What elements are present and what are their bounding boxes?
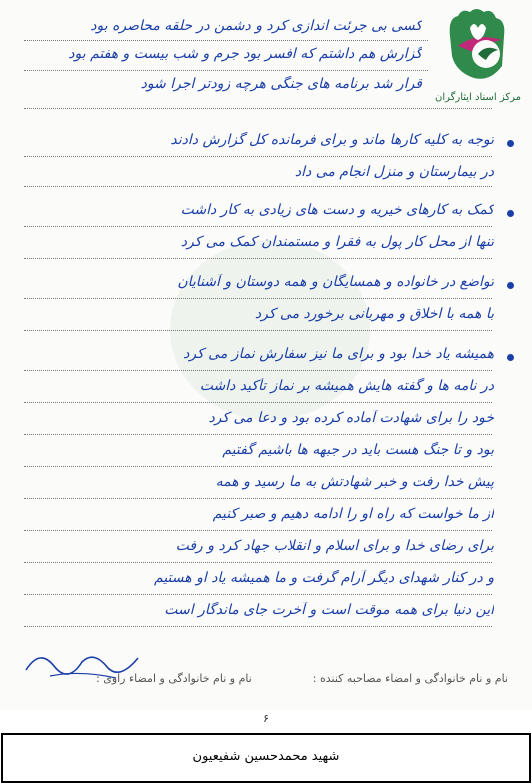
ruled-line [24, 626, 492, 627]
ruled-line [24, 258, 492, 259]
ruled-line [24, 40, 428, 41]
handwritten-line: از ما خواست که راه او را ادامه دهیم و صبر کنیم [212, 506, 494, 522]
handwritten-line: و در کنار شهدای دیگر آرام گرفت و ما همیشه یاد او هستیم [154, 570, 494, 586]
handwritten-line: در بیمارستان و منزل انجام می داد [294, 164, 494, 180]
bullet-dot [507, 140, 514, 147]
page-number: ۶ [263, 712, 269, 725]
bullet-dot [507, 210, 514, 217]
handwritten-line: کمک به کارهای خیریه و دست های زیادی به کار داشت [180, 202, 494, 218]
interviewer-signature-label: نام و نام خانوادگی و امضاء مصاحبه کننده : [312, 672, 508, 685]
ruled-line [24, 70, 428, 71]
ruled-line [24, 330, 492, 331]
ruled-line [24, 594, 492, 595]
bullet-dot [507, 282, 514, 289]
handwritten-line: قرار شد برنامه های جنگی هرچه زودتر اجرا شود [140, 76, 422, 92]
martyr-name-caption: شهید محمدحسین شفیعیون [192, 749, 340, 764]
ruled-line [24, 434, 492, 435]
handwritten-line: برای رضای خدا و برای اسلام و انقلاب جهاد کرد و رفت [175, 538, 494, 554]
caption-box [1, 733, 531, 783]
ruled-line [24, 186, 492, 187]
ruled-line [24, 466, 492, 467]
ruled-line [24, 298, 492, 299]
bullet-dot [507, 354, 514, 361]
archive-logo [432, 6, 524, 114]
ruled-line [24, 402, 492, 403]
handwritten-line: توجه به کلیه کارها ماند و برای فرمانده کل گزارش دادند [170, 132, 494, 148]
handwritten-line: همیشه یاد خدا بود و برای ما نیز سفارش نماز می کرد [183, 346, 494, 362]
handwritten-line: در نامه ها و گفته هایش همیشه بر نماز تأکید داشت [199, 378, 494, 394]
handwritten-line: کسی بی جرئت اندازی کرد و دشمن در حلقه محاصره بود [90, 18, 422, 34]
handwritten-line: با همه با اخلاق و مهربانی برخورد می کرد [254, 306, 494, 322]
handwritten-line: بود و تا جنگ هست باید در جبهه ها باشیم گفتیم [222, 442, 494, 458]
handwritten-line: تنها از محل کار پول به فقرا و مستمندان کمک می کرد [180, 234, 494, 250]
ruled-line [24, 108, 492, 109]
hand-dove-icon [440, 6, 518, 86]
handwritten-line: این دنیا برای همه موقت است و آخرت جای ماندگار است [164, 602, 494, 618]
ruled-line [24, 530, 492, 531]
logo-caption: مرکز اسناد ایثارگران [434, 92, 522, 103]
ruled-line [24, 370, 492, 371]
handwritten-line: گزارش هم داشتم که افسر بود جرم و شب بیست و هفتم بود [68, 46, 422, 62]
handwritten-line: خود را برای شهادت آماده کرده بود و دعا می کرد [208, 410, 494, 426]
handwritten-line: پیش خدا رفت و خبر شهادتش به ما رسید و همه [215, 474, 494, 490]
ruled-line [24, 226, 492, 227]
ruled-line [24, 498, 492, 499]
ruled-line [24, 156, 492, 157]
narrator-signature-label: نام و نام خانوادگی و امضاء راوی : [96, 672, 252, 685]
ruled-line [24, 562, 492, 563]
handwritten-line: تواضع در خانواده و همسایگان و همه دوستان و آشنایان [177, 274, 494, 290]
